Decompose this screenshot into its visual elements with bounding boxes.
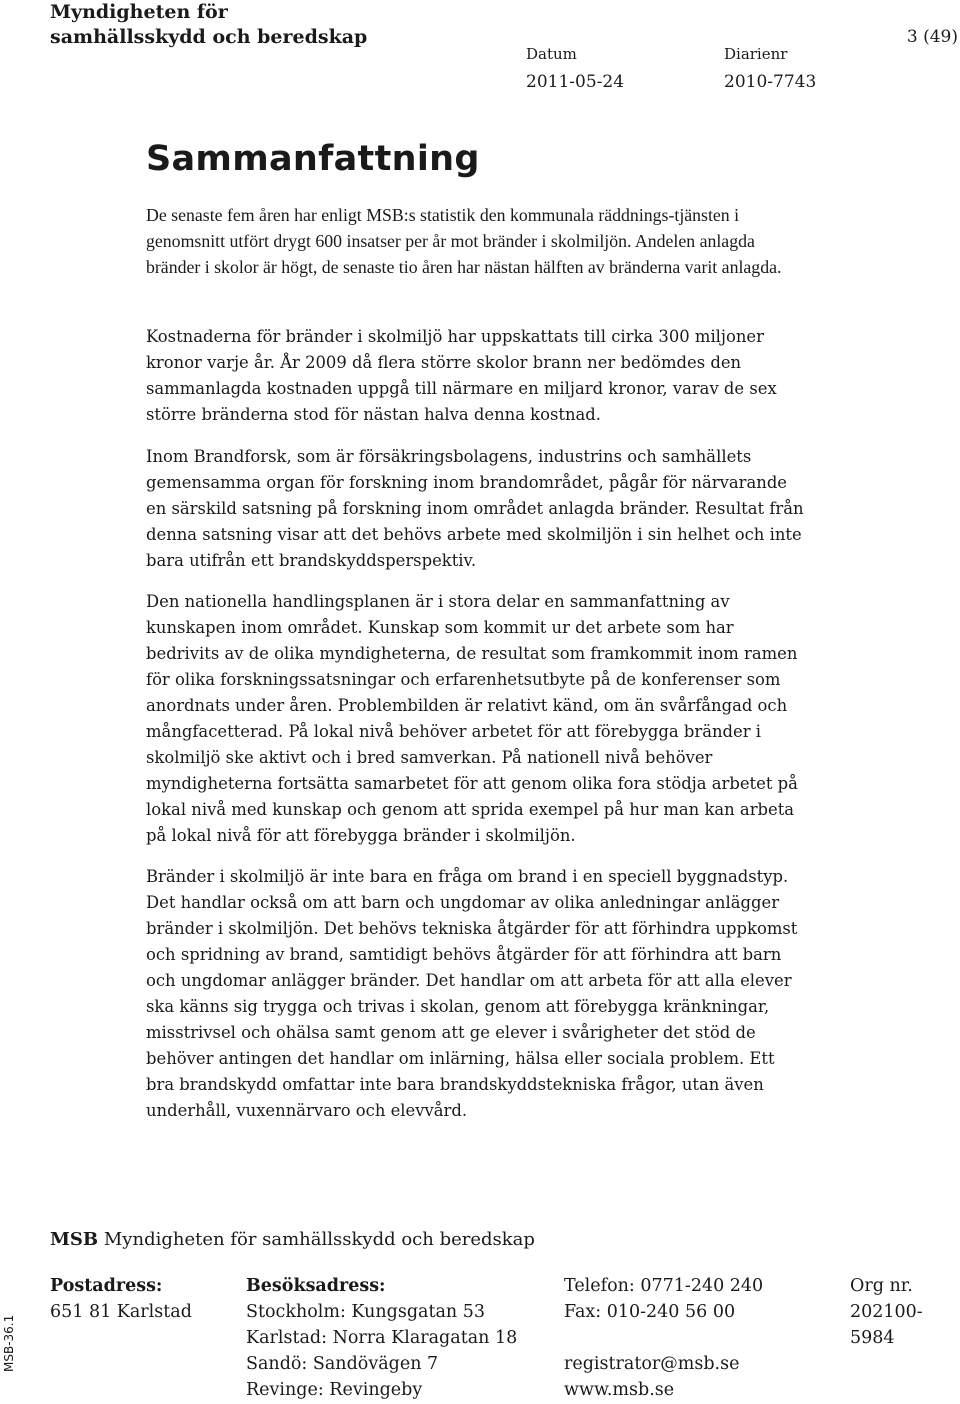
paragraph-4-text: Den nationella handlingsplanen är i stora delar en sammanfattning av kunskapen inom området. Kunskap som kommit ur det arbete som har bedrivits av de olika myndigheterna, de resultat som framkommit inom ramen för olika forskningssatsningar och erfarenhetsutbyte på de konferenser som anordnats under åren. Problembilden är relativt känd, om än svårfångad och mångfacetterad. På lokal nivå behöver arbetet för att förebygga bränder i skolmiljö ske aktivt och i bred samverkan. På nationell nivå behöver myndigheterna fortsätta samarbetet för att genom olika fora stödja arbetet på lokal nivå med kunskap och genom att sprida exempel på hur man kan arbeta på lokal nivå för att förebygga bränder i skolmiljön. xyxy=(146,592,798,845)
header-org-line2: samhällsskydd och beredskap xyxy=(50,26,368,48)
footer-brand: MSB xyxy=(50,1229,99,1250)
telefon: Telefon: 0771-240 240 xyxy=(564,1276,764,1296)
paragraph-3-text: Inom Brandforsk, som är försäkringsbolagens, industrins och samhällets gemensamma organ för forskning inom brandområdet, pågår för närvarande en särskild satsning på forskning inom området anlagda bränder. Resultat från denna satsning visar att det behövs arbete med skolmiljön i sin helhet och inte bara utifrån ett brandskyddsperspektiv. xyxy=(146,447,804,570)
header-org-line1: Myndigheten för xyxy=(50,1,228,23)
orgnr-label: Org nr. xyxy=(850,1276,913,1296)
footer-org-name: Myndigheten för samhällsskydd och beredskap xyxy=(103,1229,535,1250)
paragraph-2-text: Kostnaderna för bränder i skolmiljö har uppskattats till cirka 300 miljoner kronor varje år. År 2009 då flera större skolor brann ner bedömdes den sammanlagda kostnaden uppgå till närmare en miljard kronor, varav de sex större bränderna stod för nästan halva denna kostnad. xyxy=(146,327,777,424)
postadress-label: Postadress: xyxy=(50,1276,163,1296)
besoksadress-karlstad: Karlstad: Norra Klaragatan 18 xyxy=(246,1328,518,1348)
footer-orgnr xyxy=(850,1273,923,1351)
besoksadress-label: Besöksadress: xyxy=(246,1276,386,1296)
paragraph-4 xyxy=(146,589,806,849)
page-title: Sammanfattning xyxy=(146,139,480,179)
paragraph-2 xyxy=(146,324,806,428)
web-link[interactable]: www.msb.se xyxy=(564,1380,675,1400)
paragraph-1 xyxy=(146,202,806,280)
email-link[interactable]: registrator@msb.se xyxy=(564,1354,740,1374)
paragraph-1-text: De senaste fem åren har enligt MSB:s statistik den kommunala räddnings-tjänsten i genomsnitt utfört drygt 600 insatser per år mot bränder i skolmiljön. Andelen anlagda bränder i skolor är högt, de senaste tio åren har nästan hälften av bränderna varit anlagda. xyxy=(146,205,782,277)
fax: Fax: 010-240 56 00 xyxy=(564,1302,736,1322)
form-code: MSB-36.1 xyxy=(2,1314,16,1372)
paragraph-3 xyxy=(146,444,806,574)
date-value: 2011-05-24 xyxy=(526,72,625,92)
postadress-value: 651 81 Karlstad xyxy=(50,1302,192,1322)
orgnr-part2: 5984 xyxy=(850,1328,895,1348)
date-label: Datum xyxy=(526,45,577,63)
diarienr-label: Diarienr xyxy=(724,45,788,63)
orgnr-part1: 202100- xyxy=(850,1302,923,1322)
page-number: 3 (49) xyxy=(906,27,958,47)
diarienr-value: 2010-7743 xyxy=(724,72,817,92)
contact-spacer xyxy=(564,1325,763,1351)
footer-besoksadress xyxy=(246,1273,517,1403)
paragraph-5 xyxy=(146,864,806,1124)
footer-title xyxy=(50,1227,535,1253)
besoksadress-sando: Sandö: Sandövägen 7 xyxy=(246,1354,439,1374)
footer-contact xyxy=(564,1273,763,1403)
footer-postadress xyxy=(50,1273,192,1325)
besoksadress-stockholm: Stockholm: Kungsgatan 53 xyxy=(246,1302,486,1322)
paragraph-5-text: Bränder i skolmiljö är inte bara en fråga om brand i en speciell byggnadstyp. Det handlar också om att barn och ungdomar av olika anledningar anlägger bränder i skolmiljön. Det behövs tekniska åtgärder för att förhindra uppkomst och spridning av brand, samtidigt behövs åtgärder för att förhindra att barn och ungdomar anlägger bränder. Det handlar om att arbeta för att alla elever ska känns sig trygga och trivas i skolan, genom att förebygga kränkningar, misstrivsel och ohälsa samt genom att ge elever i svårigheter det stöd de behöver antingen det handlar om inlärning, hälsa eller sociala problem. Ett bra brandskydd omfattar inte bara brandskyddstekniska frågor, utan även underhåll, vuxennärvaro och elevvård. xyxy=(146,867,798,1120)
besoksadress-revinge: Revinge: Revingeby xyxy=(246,1380,423,1400)
